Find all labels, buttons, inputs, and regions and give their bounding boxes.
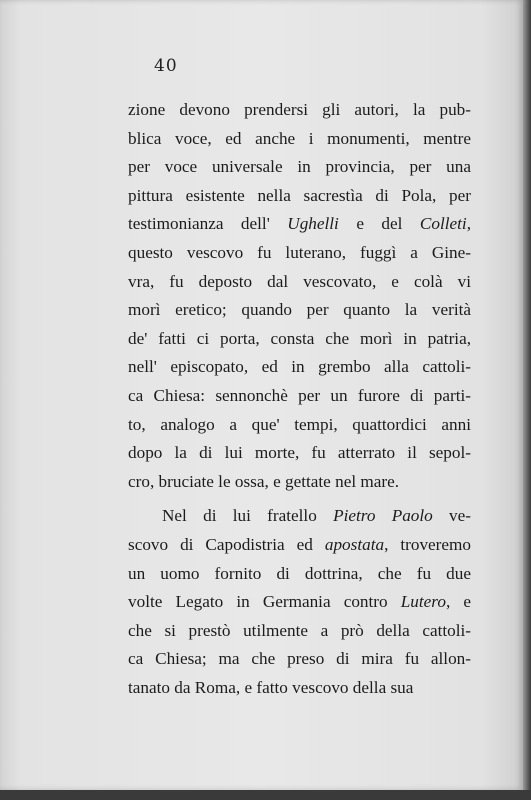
text-run: scovo di Capodistria ed xyxy=(128,534,325,554)
text-run: nell' episcopato, ed in grembo alla cattoli- xyxy=(128,357,471,377)
text-run: volte Legato in Germania contro xyxy=(128,592,401,612)
text-run: morì eretico; quando per quanto la verità xyxy=(128,300,471,320)
text-run: ca Chiesa: sennonchè per un furore di parti- xyxy=(128,385,471,405)
text-run: , troveremo xyxy=(384,534,471,554)
italic-text: Pietro Paolo xyxy=(333,506,433,526)
page-edge-shadow xyxy=(523,0,531,800)
text-line xyxy=(128,560,471,589)
text-line xyxy=(128,296,471,325)
text-run: to, analogo a que' tempi, quattordici anni xyxy=(128,414,471,434)
text-run: zione devono prendersi gli autori, la pub- xyxy=(128,100,471,119)
text-line xyxy=(128,411,471,440)
text-line xyxy=(128,239,471,268)
text-line xyxy=(128,125,471,154)
text-line xyxy=(128,353,471,382)
italic-text: Lutero xyxy=(400,592,446,612)
text-line xyxy=(128,439,471,468)
scan-bottom-edge xyxy=(0,790,531,800)
paragraph xyxy=(128,96,471,496)
text-run: de' fatti ci porta, consta che morì in patria, xyxy=(128,328,471,348)
text-run: pittura esistente nella sacrestìa di Pola, per xyxy=(128,185,471,205)
text-run: blica voce, ed anche i monumenti, mentre xyxy=(128,128,471,148)
text-line xyxy=(128,674,471,703)
text-line xyxy=(128,96,471,125)
italic-text: apostata xyxy=(324,534,385,554)
text-line xyxy=(128,588,471,617)
italic-text: Colleti xyxy=(419,214,467,234)
text-run: e del xyxy=(338,214,420,234)
text-line xyxy=(128,153,471,182)
text-run: che si prestò utilmente a prò della cattoli- xyxy=(128,620,471,640)
text-line xyxy=(128,382,471,411)
text-line xyxy=(128,468,471,497)
text-run: ve- xyxy=(432,506,471,526)
text-line xyxy=(128,210,471,239)
text-line xyxy=(128,182,471,211)
text-line xyxy=(128,268,471,297)
text-line xyxy=(128,645,471,674)
text-run: dopo la di lui morte, fu atterrato il sepol- xyxy=(128,443,471,463)
body-text xyxy=(128,96,471,702)
text-run: , xyxy=(466,214,471,234)
text-run: questo vescovo fu luterano, fuggì a Gine- xyxy=(128,242,471,262)
text-line xyxy=(128,531,471,560)
text-run: cro, bruciate le ossa, e gettate nel mare. xyxy=(128,471,400,491)
paragraph xyxy=(128,502,471,702)
page-number: 40 xyxy=(154,56,178,76)
text-run: ca Chiesa; ma che preso di mira fu allon- xyxy=(128,649,471,669)
text-run: , e xyxy=(445,592,472,612)
text-run: Nel di lui fratello xyxy=(162,506,334,526)
text-run: un uomo fornito di dottrina, che fu due xyxy=(128,563,471,583)
text-run: testimonianza dell' xyxy=(128,214,288,234)
text-run: vra, fu deposto dal vescovato, e colà vi xyxy=(128,271,471,291)
text-line xyxy=(128,617,471,646)
text-run: tanato da Roma, e fatto vescovo della sua xyxy=(128,677,414,697)
italic-text: Ughelli xyxy=(287,214,339,234)
text-line xyxy=(128,325,471,354)
text-run: per voce universale in provincia, per una xyxy=(128,157,471,177)
text-line xyxy=(128,502,471,531)
